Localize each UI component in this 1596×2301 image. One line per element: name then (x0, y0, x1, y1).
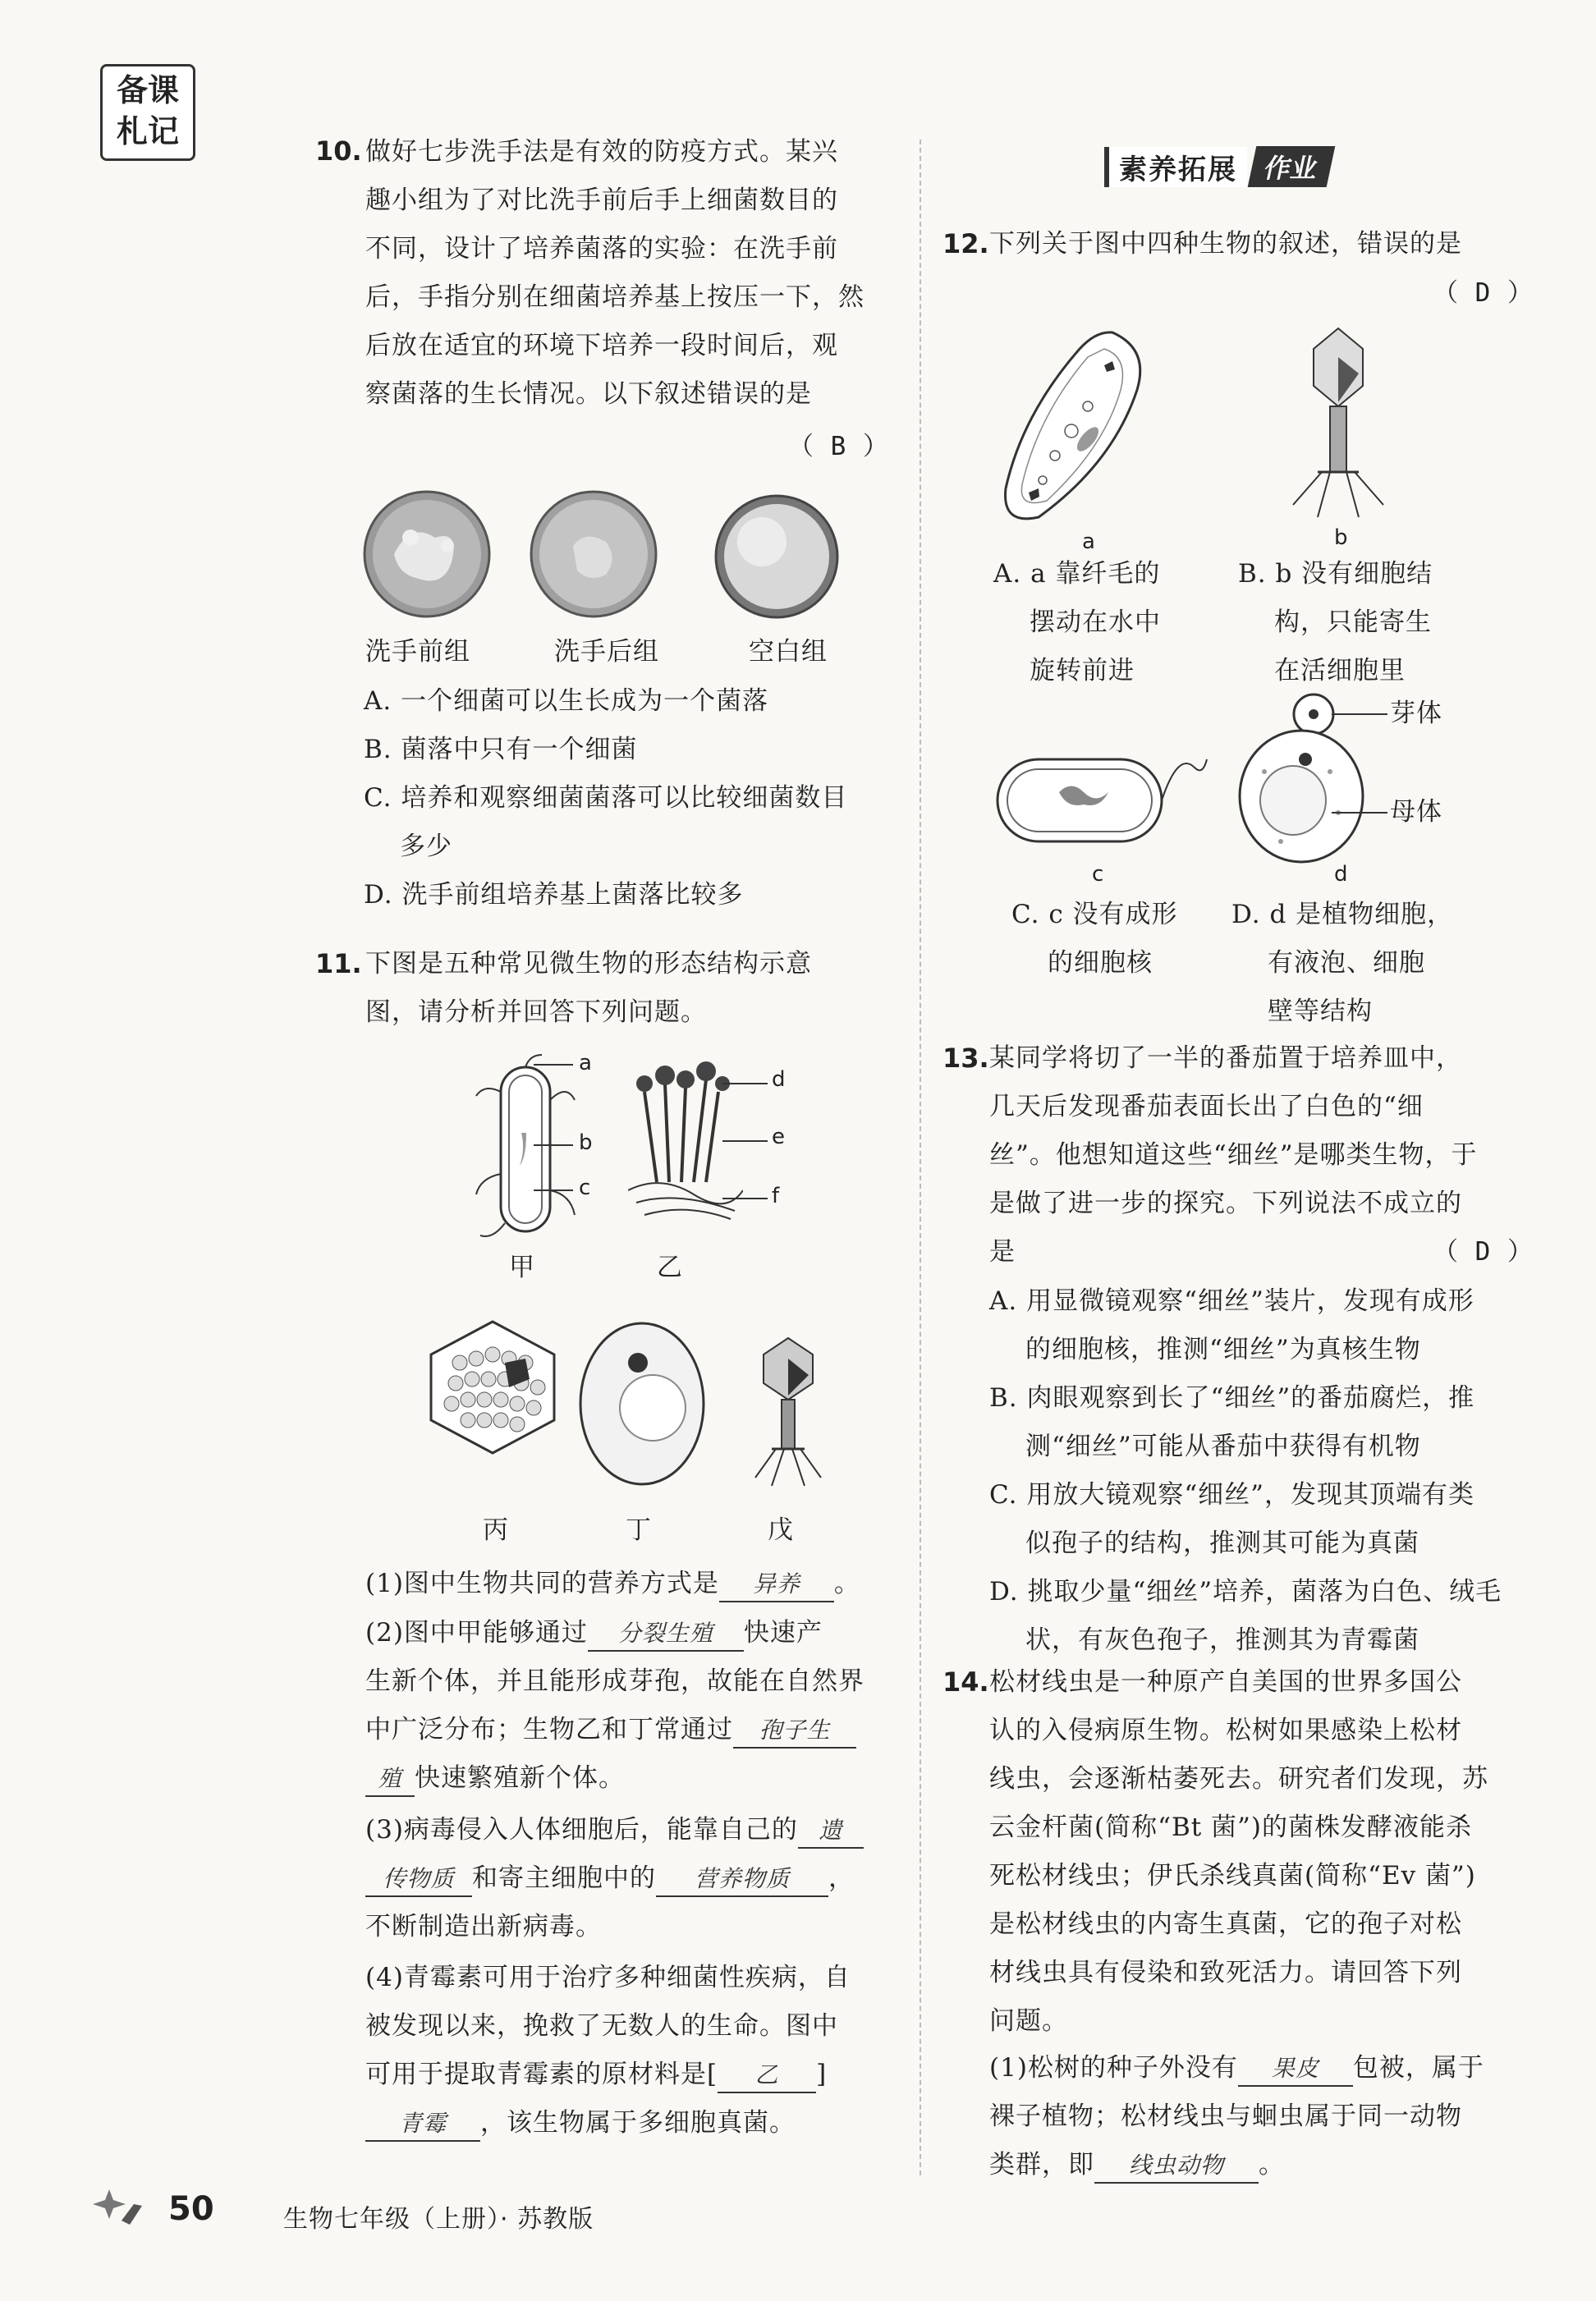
img-label-mother: 母体 (1390, 797, 1442, 827)
q12-stem: 下列关于图中四种生物的叙述，错误的是 (989, 229, 1462, 259)
paramecium-diagram (989, 324, 1153, 529)
q11-line: 下图是五种常见微生物的形态结构示意 (365, 949, 812, 979)
section-tag: 作业 (1248, 146, 1336, 187)
q11-part4 (365, 1954, 915, 2147)
q13-option-c-cont: 似孢子的结构，推测其可能为真菌 (1025, 1529, 1419, 1558)
img-label-bud: 芽体 (1390, 699, 1442, 728)
q11-p2-blank1[interactable]: 分裂生殖 (588, 1617, 744, 1652)
petri-dish-before (361, 488, 493, 620)
q13-options (989, 1277, 1548, 1665)
section-title: 素养拓展 (1104, 147, 1247, 187)
q13-option-d-cont: 状，有灰色孢子，推测其为青霉菌 (1025, 1625, 1419, 1655)
q13-option-a-cont: 的细胞核，推测“细丝”为真核生物 (1025, 1335, 1421, 1364)
q11-p4-post: ，该生物属于多细胞真菌。 (480, 2108, 796, 2138)
q11-p3-blank2[interactable]: 营养物质 (656, 1863, 828, 1897)
img-label-d: d (1334, 862, 1348, 887)
q13-line: 丝”。他想知道这些“细丝”是哪类生物，于 (989, 1140, 1478, 1170)
q10-line: 察菌落的生长情况。以下叙述错误的是 (365, 379, 812, 409)
q13-line: 几天后发现番茄表面长出了白色的“细 (989, 1092, 1424, 1121)
q11-p3-line3: 不断制造出新病毒。 (365, 1912, 602, 1941)
leader-lines-yeast (1332, 706, 1389, 821)
q12-opt-a-line: A. a 靠纤毛的 (993, 559, 1161, 589)
q14-stem (989, 1658, 1548, 2046)
q13-option-b-cont: 测“细丝”可能从番茄中获得有机物 (1025, 1432, 1421, 1461)
q13-option-c: C. 用放大镜观察“细丝”，发现其顶端有类 (989, 1480, 1475, 1510)
q10-options (364, 677, 906, 919)
q12-opt-b-line: 构，只能寄生 (1274, 607, 1432, 637)
q13-number: 13. (942, 1043, 989, 1074)
q12-opt-c-line: C. c 没有成形 (1011, 900, 1178, 929)
q13-option-a: A. 用显微镜观察“细丝”装片，发现有成形 (989, 1286, 1474, 1316)
footer-star-icon (89, 2188, 146, 2237)
q10-line: 后放在适宜的环境下培养一段时间后，观 (365, 331, 838, 360)
q10-option-a: A. 一个细菌可以生长成为一个菌落 (364, 686, 769, 716)
q11-p4-line2: 被发现以来，挽救了无数人的生命。图中 (365, 2011, 838, 2041)
q11-p3-blank1[interactable]: 遗 (798, 1814, 864, 1849)
label-a: a (579, 1051, 592, 1075)
name-wu: 戊 (768, 1515, 794, 1545)
q11-p2-line2: 生新个体，并且能形成芽孢，故能在自然界 (365, 1666, 864, 1696)
q11-p2-blank2-cont[interactable]: 殖 (365, 1762, 415, 1797)
cell-diagram (575, 1318, 710, 1490)
name-yi: 乙 (657, 1253, 683, 1282)
q14-number: 14. (942, 1666, 989, 1698)
q11-stem (365, 940, 907, 1037)
q14-part1 (989, 2044, 1548, 2189)
q11-p3-pre: (3)病毒侵入人体细胞后，能靠自己的 (365, 1815, 798, 1845)
q12-option-d (1231, 891, 1453, 1036)
virus-capsid-diagram (423, 1313, 562, 1461)
dish-caption-before: 洗手前组 (365, 637, 470, 667)
img-label-c: c (1092, 862, 1104, 887)
column-divider (920, 140, 921, 2175)
q11-part3 (365, 1806, 915, 1951)
q12-opt-d-line: D. d 是植物细胞， (1231, 900, 1454, 929)
q10-option-d: D. 洗手前组培养基上菌落比较多 (364, 880, 744, 910)
q11-p1-pre: (1)图中生物共同的营养方式是 (365, 1569, 719, 1598)
q14-p1-blank1[interactable]: 果皮 (1238, 2052, 1353, 2087)
label-b: b (579, 1130, 593, 1155)
q11-p4-l3post: ] (816, 2060, 828, 2089)
q12-opt-c-line: 的细胞核 (1048, 948, 1153, 978)
phage-diagram-q12 (1289, 324, 1387, 521)
leader-lines-yi (722, 1067, 772, 1215)
q14-line: 认的入侵病原生物。松树如果感染上松材 (989, 1716, 1462, 1745)
q10-line: 趣小组为了对比洗手前后手上细菌数目的 (365, 186, 838, 215)
q14-line: 线虫，会逐渐枯萎死去。研究者们发现，苏 (989, 1764, 1488, 1794)
q13-option-b: B. 肉眼观察到长了“细丝”的番茄腐烂，推 (989, 1383, 1475, 1413)
q13-option-d: D. 挑取少量“细丝”培养，菌落为白色、绒毛 (989, 1577, 1502, 1607)
q11-part2 (365, 1609, 915, 1803)
q10-number: 10. (315, 135, 362, 167)
q12-number: 12. (942, 228, 989, 259)
q11-p2-l3pre: 中广泛分布；生物乙和丁常通过 (365, 1715, 733, 1744)
name-bing: 丙 (483, 1515, 509, 1545)
q14-line: 松材线虫是一种原产自美国的世界多国公 (989, 1667, 1462, 1697)
q11-p2-blank2[interactable]: 孢子生 (733, 1714, 856, 1749)
badge-line2: 札记 (116, 113, 179, 149)
q14-line: 是松材线虫的内寄生真菌，它的孢子对松 (989, 1909, 1462, 1939)
img-label-a: a (1082, 529, 1095, 554)
notes-badge (100, 64, 195, 161)
page-number: 50 (168, 2190, 214, 2228)
q14-p1-post: 。 (1259, 2150, 1285, 2180)
q13-line: 是 (989, 1237, 1016, 1267)
q14-line: 问题。 (989, 2006, 1068, 2036)
q14-p1-line2: 裸子植物；松材线虫与蛔虫属于同一动物 (989, 2102, 1462, 2131)
q14-line: 云金杆菌(简称“Bt 菌”)的菌株发酵液能杀 (989, 1813, 1472, 1842)
q10-option-c-cont: 多少 (400, 832, 452, 861)
q11-p1-post: 。 (833, 1569, 860, 1598)
label-d: d (772, 1067, 786, 1092)
q11-p2-pre: (2)图中甲能够通过 (365, 1618, 588, 1648)
q13-answer: （ D ） (1433, 1237, 1534, 1267)
q14-p1-blank2[interactable]: 线虫动物 (1094, 2149, 1259, 2184)
q12-option-a (993, 550, 1161, 695)
q10-option-b: B. 菌落中只有一个细菌 (364, 735, 638, 764)
q10-line: 不同，设计了培养菌落的实验：在洗手前 (365, 234, 838, 264)
q14-p1-pre: (1)松树的种子外没有 (989, 2053, 1238, 2083)
label-e: e (772, 1125, 785, 1149)
phage-diagram-q11 (747, 1334, 829, 1490)
bacterium-c-diagram (989, 735, 1211, 862)
q12-answer: （ D ） (1433, 278, 1534, 308)
petri-dish-blank (713, 493, 841, 621)
name-ding: 丁 (626, 1515, 652, 1545)
q10-option-c: C. 培养和观察细菌菌落可以比较细菌数目 (364, 783, 848, 813)
dish-caption-after: 洗手后组 (554, 637, 659, 667)
q11-part1 (365, 1560, 907, 1608)
q12-opt-d-line: 有液泡、细胞 (1268, 948, 1425, 978)
q13-line: 是做了进一步的探究。下列说法不成立的 (989, 1189, 1462, 1218)
q11-p2-post: 快速繁殖新个体。 (415, 1763, 625, 1793)
q12-opt-a-line: 旋转前进 (1030, 656, 1135, 685)
q10-stem (365, 128, 899, 419)
q12-opt-a-line: 摆动在水中 (1030, 607, 1161, 637)
q11-p2-mid: 快速产 (743, 1618, 823, 1648)
section-header (1104, 146, 1331, 187)
q11-p3-blank1-cont[interactable]: 传物质 (365, 1863, 472, 1897)
q11-p4-line1: (4)青霉素可用于治疗多种细菌性疾病，自 (365, 1963, 851, 1992)
q13-line: 某同学将切了一半的番茄置于培养皿中， (989, 1043, 1462, 1073)
q12-option-c (1011, 891, 1178, 988)
img-label-b: b (1334, 525, 1348, 550)
badge-line1: 备课 (116, 72, 179, 108)
q12-opt-b-line: 在活细胞里 (1274, 656, 1406, 685)
name-jia: 甲 (509, 1253, 535, 1282)
q14-p1-mid: 包被，属于 (1352, 2053, 1484, 2083)
q11-p4-l3pre: 可用于提取青霉素的原材料是[ (365, 2060, 718, 2089)
label-f: f (772, 1184, 780, 1208)
q11-p4-blank2[interactable]: 青霉 (365, 2107, 480, 2142)
q12-option-b (1238, 550, 1433, 695)
q11-p1-blank[interactable]: 异养 (719, 1568, 834, 1602)
q14-line: 材线虫具有侵染和致死活力。请回答下列 (989, 1958, 1462, 1987)
q11-p3-comma: ， (828, 1863, 855, 1893)
petri-dish-after (528, 488, 659, 620)
q11-p4-blank1[interactable]: 乙 (718, 2059, 816, 2093)
q11-number: 11. (315, 948, 362, 979)
q10-line: 后，手指分别在细菌培养基上按压一下，然 (365, 282, 864, 312)
q12-opt-b-line: B. b 没有细胞结 (1238, 559, 1433, 589)
q14-p1-l3pre: 类群，即 (989, 2150, 1094, 2180)
q10-line: 做好七步洗手法是有效的防疫方式。某兴 (365, 137, 838, 167)
book-title: 生物七年级（上册）· 苏教版 (283, 2205, 594, 2234)
q11-line: 图，请分析并回答下列问题。 (365, 997, 707, 1027)
dish-caption-blank: 空白组 (749, 637, 828, 667)
q14-line: 死松材线虫；伊氏杀线真菌(简称“Ev 菌”) (989, 1861, 1476, 1891)
q11-p3-mid: 和寄主细胞中的 (472, 1863, 656, 1893)
q12-opt-d-line: 壁等结构 (1268, 997, 1373, 1026)
q10-answer: （ B ） (788, 432, 889, 461)
label-c: c (579, 1176, 591, 1200)
